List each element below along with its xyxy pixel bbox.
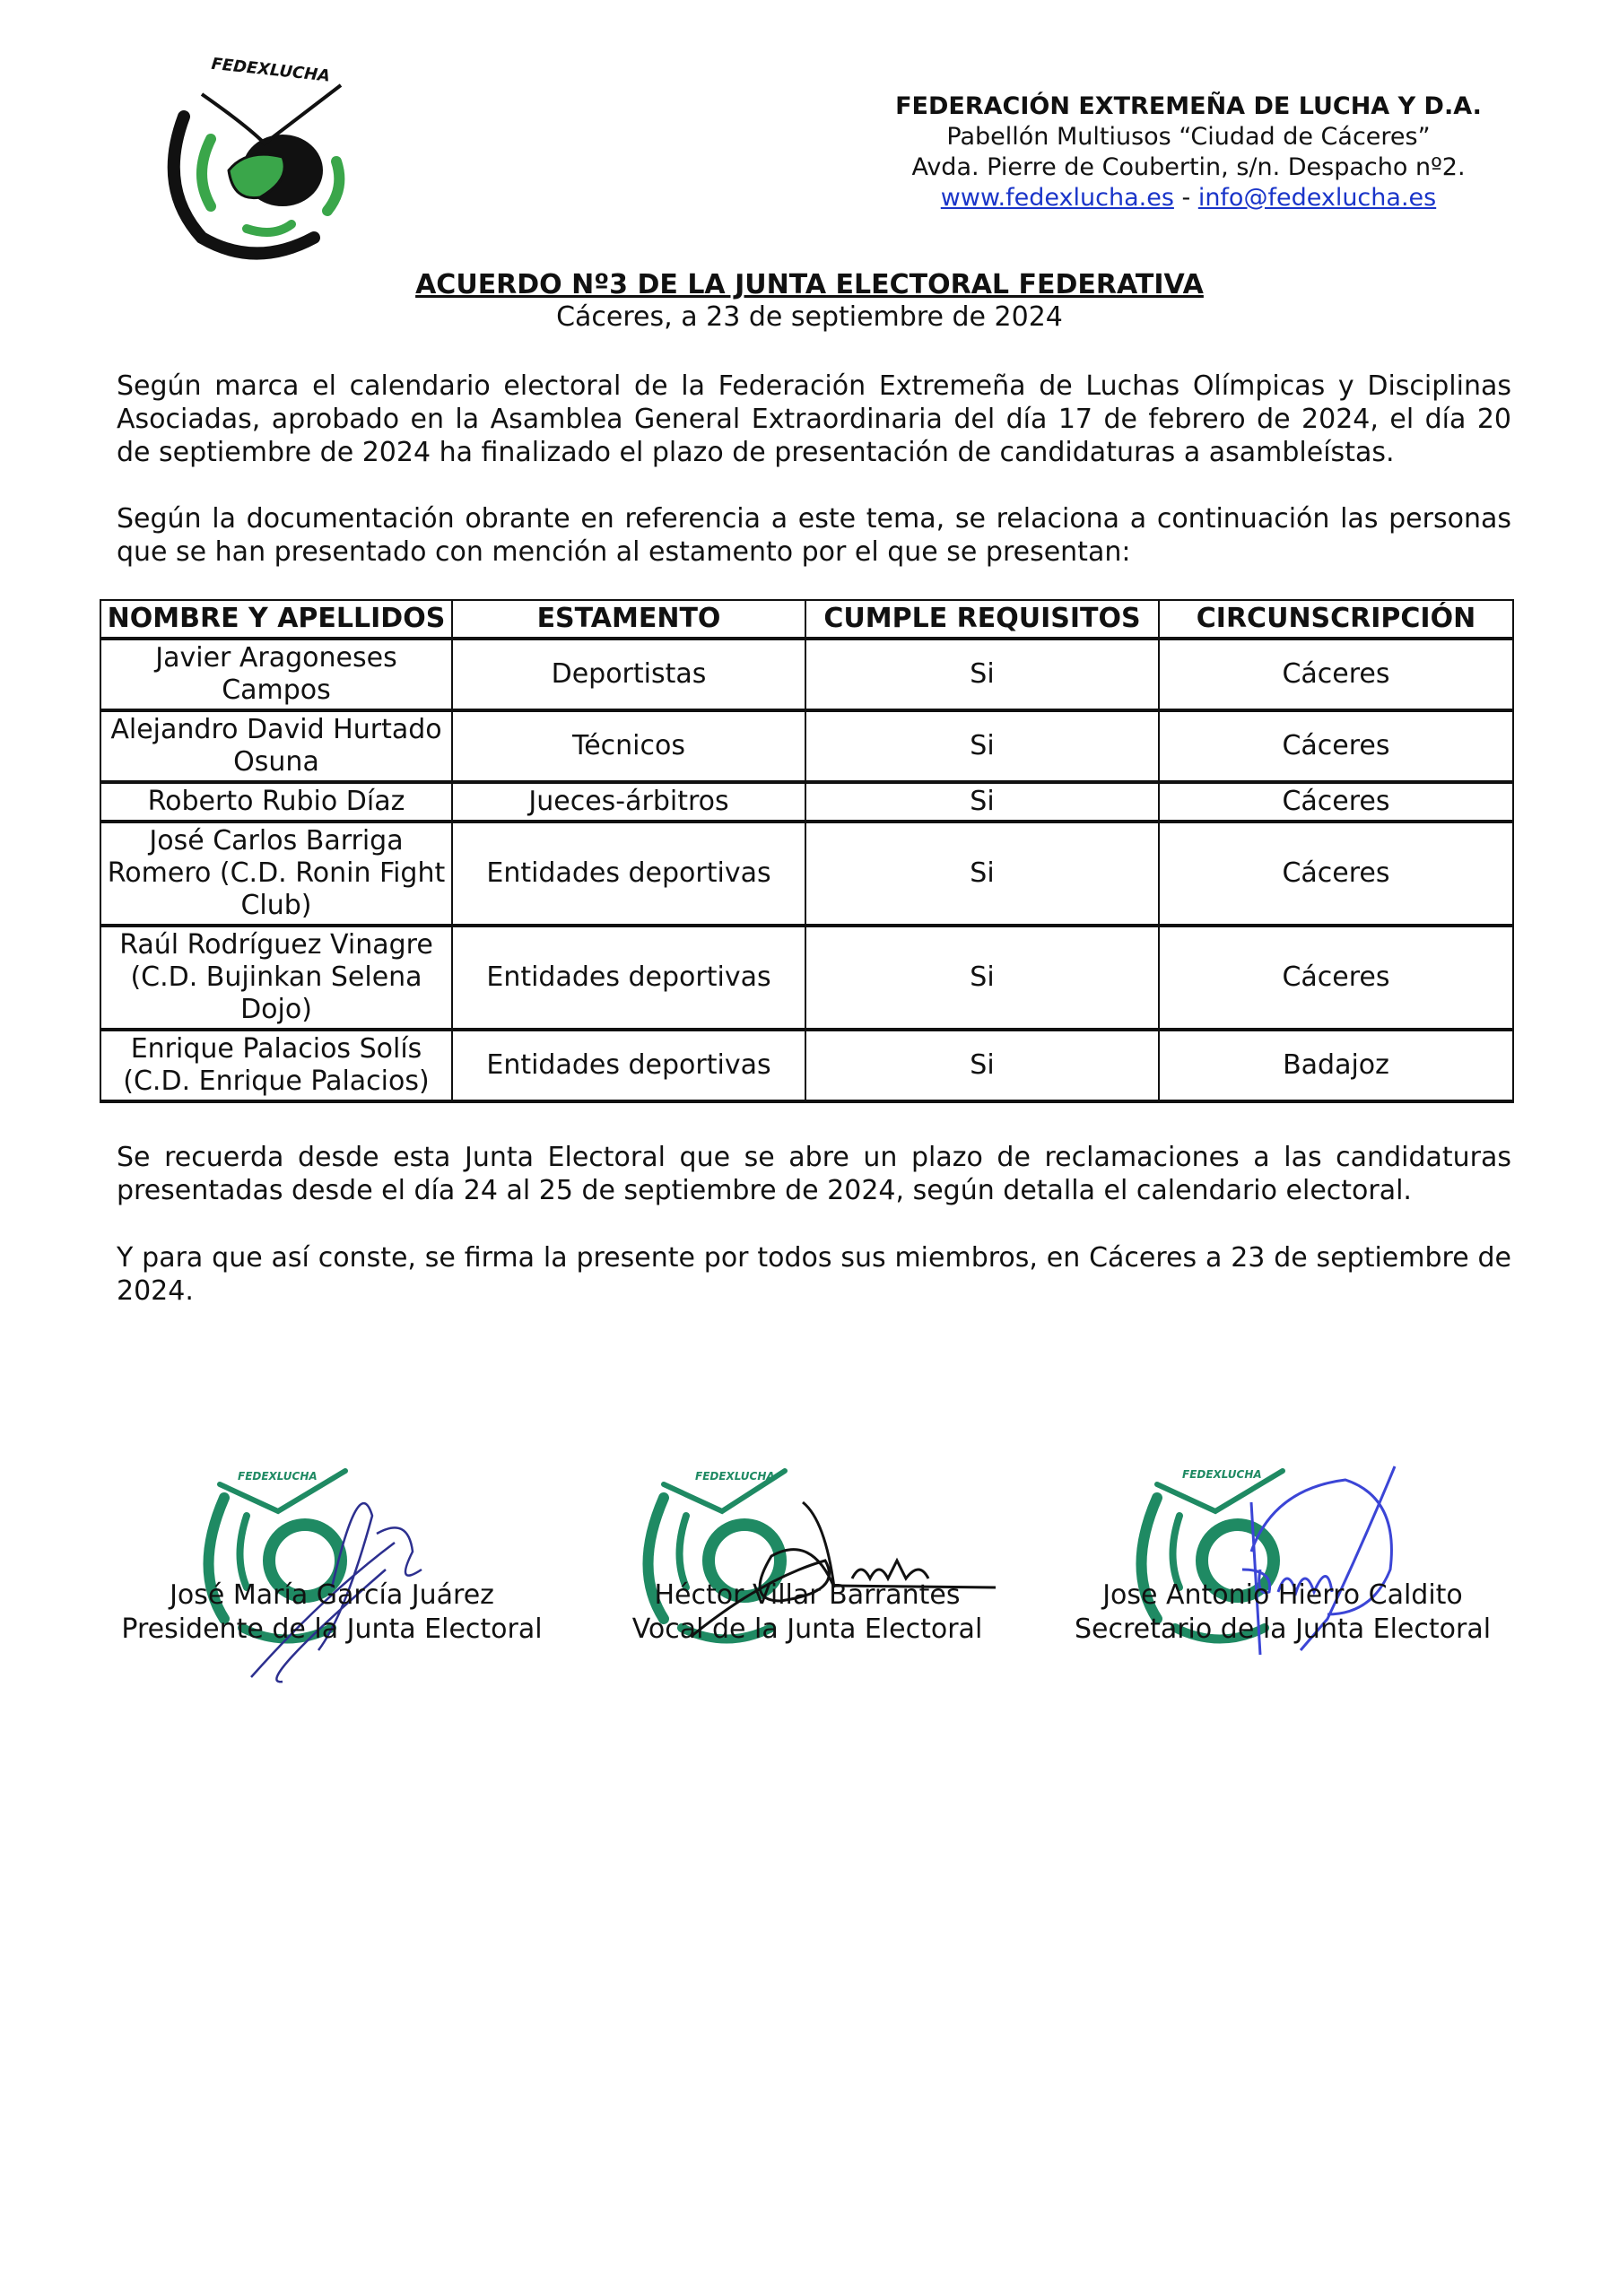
svg-text:FEDEXLUCHA: FEDEXLUCHA — [238, 1470, 318, 1483]
signatory-name: José María García Juárez — [170, 1579, 494, 1611]
table-row — [100, 639, 1513, 710]
cell-cumple: Si — [805, 822, 1159, 926]
document-title: ACUERDO Nº3 DE LA JUNTA ELECTORAL FEDERATIVA — [415, 269, 1204, 300]
header-name: NOMBRE Y APELLIDOS — [100, 600, 452, 639]
org-header — [852, 91, 1525, 213]
website-link[interactable]: www.fedexlucha.es — [940, 184, 1174, 212]
signature-block-secretary — [1040, 1435, 1525, 1704]
stamp-and-signature-icon — [90, 1435, 574, 1704]
cell-circ: Cáceres — [1159, 926, 1513, 1030]
header-estamento: ESTAMENTO — [452, 600, 805, 639]
cell-cumple: Si — [805, 710, 1159, 782]
cell-name: Alejandro David Hurtado Osuna — [100, 710, 452, 782]
cell-cumple: Si — [805, 782, 1159, 822]
svg-text:FEDEXLUCHA: FEDEXLUCHA — [210, 54, 332, 86]
signature-block-vocal — [565, 1435, 1049, 1704]
signatory-name: Jose Antonio Hierro Caldito — [1102, 1579, 1463, 1611]
header-cumple: CUMPLE REQUISITOS — [805, 600, 1159, 639]
table-row — [100, 822, 1513, 926]
paragraph-calendar: Según marca el calendario electoral de la Federación Extremeña de Luchas Olímpicas y Disciplinas Asociadas, aprobado en la Asamblea General Extraordinaria del día 17 de febrero de 2024, el día 20 de septiembre de 2024 ha finalizado el plazo de presentación de candidaturas a asambleístas. — [117, 370, 1511, 468]
address-line-1: Pabellón Multiusos “Ciudad de Cáceres” — [946, 123, 1431, 151]
table-row — [100, 1030, 1513, 1101]
cell-estamento: Entidades deportivas — [452, 822, 805, 926]
cell-circ: Cáceres — [1159, 639, 1513, 710]
cell-name: Javier Aragoneses Campos — [100, 639, 452, 710]
signatory-role: Secretario de la Junta Electoral — [1074, 1613, 1492, 1645]
cell-estamento: Entidades deportivas — [452, 926, 805, 1030]
cell-estamento: Entidades deportivas — [452, 1030, 805, 1101]
cell-estamento: Jueces-árbitros — [452, 782, 805, 822]
signatory-name: Héctor Villar Barrantes — [654, 1579, 961, 1611]
cell-cumple: Si — [805, 926, 1159, 1030]
paragraph-closing: Y para que así conste, se firma la presente por todos sus miembros, en Cáceres a 23 de septiembre de 2024. — [117, 1242, 1511, 1307]
candidates-table — [100, 599, 1514, 1103]
org-name: FEDERACIÓN EXTREMEÑA DE LUCHA Y D.A. — [895, 92, 1482, 120]
cell-circ: Cáceres — [1159, 822, 1513, 926]
table-row — [100, 710, 1513, 782]
address-line-2: Avda. Pierre de Coubertin, s/n. Despacho nº2. — [911, 153, 1466, 181]
cell-name: Raúl Rodríguez Vinagre (C.D. Bujinkan Selena Dojo) — [100, 926, 452, 1030]
cell-name: José Carlos Barriga Romero (C.D. Ronin Fight Club) — [100, 822, 452, 926]
table-row — [100, 926, 1513, 1030]
paragraph-claims: Se recuerda desde esta Junta Electoral que se abre un plazo de reclamaciones a las candidaturas presentadas desde el día 24 al 25 de septiembre de 2024, según detalla el calendario electoral. — [117, 1142, 1511, 1206]
svg-text:FEDEXLUCHA: FEDEXLUCHA — [695, 1470, 775, 1483]
header-circunscripcion: CIRCUNSCRIPCIÓN — [1159, 600, 1513, 639]
contact-separator: - — [1173, 184, 1198, 212]
signature-block-president — [90, 1435, 574, 1704]
cell-circ: Badajoz — [1159, 1030, 1513, 1101]
table-row — [100, 782, 1513, 822]
svg-text:FEDEXLUCHA: FEDEXLUCHA — [1182, 1468, 1262, 1481]
signatory-role: Presidente de la Junta Electoral — [121, 1613, 543, 1645]
cell-circ: Cáceres — [1159, 782, 1513, 822]
stamp-and-signature-icon — [565, 1435, 1049, 1704]
cell-estamento: Técnicos — [452, 710, 805, 782]
cell-cumple: Si — [805, 639, 1159, 710]
federation-logo — [148, 54, 390, 269]
email-link[interactable]: info@fedexlucha.es — [1197, 184, 1437, 212]
stamp-and-signature-icon — [1040, 1435, 1525, 1704]
cell-estamento: Deportistas — [452, 639, 805, 710]
signatory-role: Vocal de la Junta Electoral — [631, 1613, 983, 1645]
document-date: Cáceres, a 23 de septiembre de 2024 — [556, 301, 1063, 333]
cell-name: Enrique Palacios Solís (C.D. Enrique Palacios) — [100, 1030, 452, 1101]
cell-circ: Cáceres — [1159, 710, 1513, 782]
cell-cumple: Si — [805, 1030, 1159, 1101]
paragraph-candidates-intro: Según la documentación obrante en referencia a este tema, se relaciona a continuación las personas que se han presentado con mención al estamento por el que se presentan: — [117, 503, 1511, 568]
table-header-row — [100, 600, 1513, 639]
cell-name: Roberto Rubio Díaz — [100, 782, 452, 822]
contact-line — [852, 183, 1525, 213]
